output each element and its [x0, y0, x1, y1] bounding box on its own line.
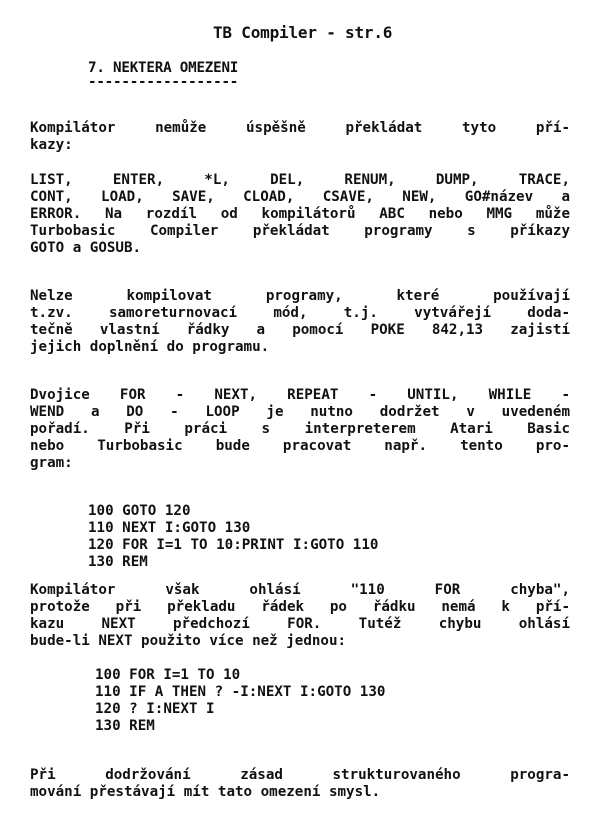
text-line: Kompilátor však ohlásí "110 FOR chyba",	[30, 582, 570, 598]
text-line: kazu NEXT předchozí FOR. Tutéž chybu ohlásí	[30, 616, 570, 632]
text-line: nebo Turbobasic bude pracovat např. tento pro-	[30, 438, 570, 454]
text-line: Kompilátor nemůže úspěšně překládat tyto pří-	[30, 120, 570, 136]
text-line: protože při překladu řádek po řádku nemá k pří-	[30, 599, 570, 615]
text-line: CONT, LOAD, SAVE, CLOAD, CSAVE, NEW, GO#název a	[30, 189, 570, 205]
paragraph-loops	[30, 387, 570, 472]
text-line: mování přestávají mít tato omezení smysl.	[30, 784, 381, 800]
text-line: Nelze kompilovat programy, které používají	[30, 288, 570, 304]
text-line: Při dodržování zásad strukturovaného progra-	[30, 767, 570, 783]
paragraph-error	[30, 582, 570, 650]
text-line: kazy:	[30, 137, 73, 153]
code-line: 120 ? I:NEXT I	[95, 701, 215, 717]
text-line: tečně vlastní řádky a pomocí POKE 842,13 zajistí	[30, 322, 570, 338]
paragraph-commands	[30, 172, 570, 257]
paragraph-conclusion	[30, 767, 570, 801]
code-line: 100 FOR I=1 TO 10	[95, 667, 241, 683]
text-line: WEND a DO - LOOP je nutno dodržet v uvedeném	[30, 404, 570, 420]
text-line: gram:	[30, 455, 73, 471]
paragraph-selfreturn	[30, 288, 570, 356]
text-line: jejich doplnění do programu.	[30, 339, 270, 355]
code-line: 100 GOTO 120	[88, 503, 191, 519]
code-line: 130 REM	[88, 554, 148, 570]
code-block-1	[88, 503, 378, 571]
code-line: 110 IF A THEN ? -I:NEXT I:GOTO 130	[95, 684, 386, 700]
section-heading: 7. NEKTERA OMEZENI	[88, 60, 239, 76]
text-line: pořadí. Při práci s interpreterem Atari Basic	[30, 421, 570, 437]
text-line: Dvojice FOR - NEXT, REPEAT - UNTIL, WHILE -	[30, 387, 570, 403]
text-line: Turbobasic Compiler překládat programy s příkazy	[30, 223, 570, 239]
text-line: bude-li NEXT použito více než jednou:	[30, 633, 347, 649]
section-underline: ------------------	[88, 74, 239, 90]
code-block-2	[95, 667, 385, 735]
text-line: GOTO a GOSUB.	[30, 240, 142, 256]
code-line: 130 REM	[95, 718, 155, 734]
code-line: 120 FOR I=1 TO 10:PRINT I:GOTO 110	[88, 537, 379, 553]
code-line: 110 NEXT I:GOTO 130	[88, 520, 251, 536]
page-title: TB Compiler - str.6	[213, 23, 393, 42]
paragraph-intro	[30, 120, 570, 154]
text-line: t.zv. samoreturnovací mód, t.j. vytvářejí doda-	[30, 305, 570, 321]
text-line: LIST, ENTER, *L, DEL, RENUM, DUMP, TRACE,	[30, 172, 570, 188]
text-line: ERROR. Na rozdíl od kompilátorů ABC nebo MMG může	[30, 206, 570, 222]
